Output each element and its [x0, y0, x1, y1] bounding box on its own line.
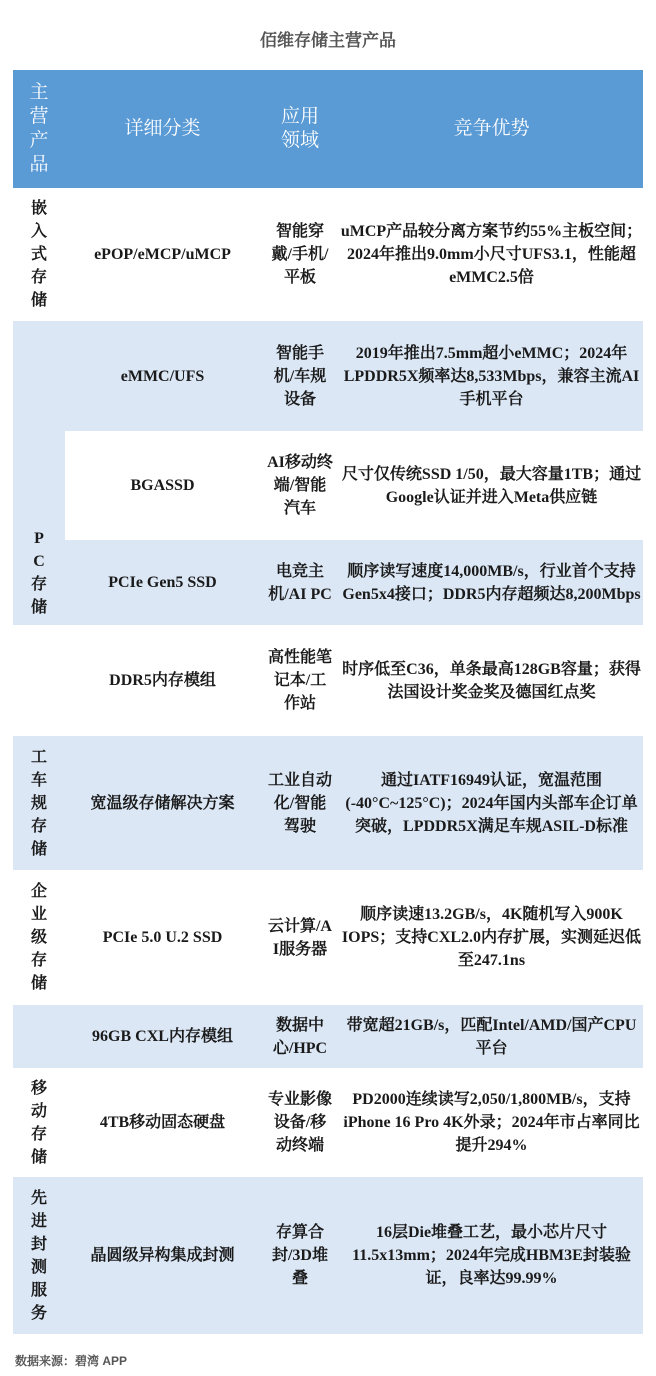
- table-row: [13, 188, 643, 321]
- detail-cell: DDR5内存模组: [65, 625, 260, 736]
- group-enterprise-continued: [13, 1005, 65, 1068]
- application-cell: 数据中心/HPC: [260, 1005, 340, 1068]
- advantage-cell: 尺寸仅传统SSD 1/50，最大容量1TB；通过Google认证并进入Meta供应链: [340, 431, 643, 540]
- header-advantage: 竞争优势: [340, 70, 643, 188]
- application-cell: 专业影像设备/移动终端: [260, 1068, 340, 1177]
- page-title: 佰维存储主营产品: [260, 31, 396, 50]
- group-pc: PC存储: [13, 321, 65, 625]
- advantage-cell: 顺序读写速度14,000MB/s，行业首个支持Gen5x4接口；DDR5内存超频达8,200Mbps: [340, 540, 643, 625]
- table-row: [13, 1068, 643, 1177]
- table-row: [13, 870, 643, 1005]
- application-cell: 电竞主机/AI PC: [260, 540, 340, 625]
- detail-cell: PCIe Gen5 SSD: [65, 540, 260, 625]
- header-application: 应用领域: [260, 70, 340, 188]
- table-row: [13, 1005, 643, 1068]
- table-row: [13, 1177, 643, 1334]
- detail-cell: 晶圆级异构集成封测: [65, 1177, 260, 1334]
- application-cell: 工业自动化/智能驾驶: [260, 736, 340, 870]
- products-table: [13, 70, 643, 1334]
- detail-cell: BGASSD: [65, 431, 260, 540]
- group-embedded: 嵌入式存储: [13, 188, 65, 321]
- data-source-footer: 数据来源：碧湾 APP: [15, 1354, 128, 1368]
- advantage-cell: 2019年推出7.5mm超小eMMC；2024年LPDDR5X频率达8,533Mbps，兼容主流AI手机平台: [340, 321, 643, 431]
- group-packaging: 先进封测服务: [13, 1177, 65, 1334]
- application-cell: 云计算/AI服务器: [260, 870, 340, 1005]
- detail-cell: PCIe 5.0 U.2 SSD: [65, 870, 260, 1005]
- group-enterprise: 企业级存储: [13, 870, 65, 1005]
- detail-cell: 宽温级存储解决方案: [65, 736, 260, 870]
- table-row: [13, 321, 643, 431]
- detail-cell: 4TB移动固态硬盘: [65, 1068, 260, 1177]
- table-row: [13, 431, 643, 540]
- table-row: [13, 540, 643, 625]
- group-mobile: 移动存储: [13, 1068, 65, 1177]
- group-automotive: 工车规存储: [13, 736, 65, 870]
- advantage-cell: 时序低至C36，单条最高128GB容量；获得法国设计奖金奖及德国红点奖: [340, 625, 643, 736]
- application-cell: 高性能笔记本/工作站: [260, 625, 340, 736]
- advantage-cell: 16层Die堆叠工艺，最小芯片尺寸11.5x13mm；2024年完成HBM3E封装验证，良率达99.99%: [340, 1177, 643, 1334]
- advantage-cell: 带宽超21GB/s，匹配Intel/AMD/国产CPU平台: [340, 1005, 643, 1068]
- application-cell: 智能手机/车规设备: [260, 321, 340, 431]
- application-cell: 存算合封/3D堆叠: [260, 1177, 340, 1334]
- header-detail: 详细分类: [65, 70, 260, 188]
- table-row: [13, 625, 643, 736]
- table-header-row: [13, 70, 643, 188]
- advantage-cell: 通过IATF16949认证，宽温范围(-40°C~125°C)；2024年国内头部车企订单突破，LPDDR5X满足车规ASIL-D标准: [340, 736, 643, 870]
- detail-cell: eMMC/UFS: [65, 321, 260, 431]
- group-pc-continued: [13, 625, 65, 736]
- advantage-cell: PD2000连续读写2,050/1,800MB/s，支持iPhone 16 Pro 4K外录；2024年市占率同比提升294%: [340, 1068, 643, 1177]
- table-row: [13, 736, 643, 870]
- advantage-cell: 顺序读速13.2GB/s，4K随机写入900K IOPS；支持CXL2.0内存扩展，实测延迟低至247.1ns: [340, 870, 643, 1005]
- application-cell: AI移动终端/智能汽车: [260, 431, 340, 540]
- detail-cell: ePOP/eMCP/uMCP: [65, 188, 260, 321]
- detail-cell: 96GB CXL内存模组: [65, 1005, 260, 1068]
- application-cell: 智能穿戴/手机/平板: [260, 188, 340, 321]
- advantage-cell: uMCP产品较分离方案节约55%主板空间；2024年推出9.0mm小尺寸UFS3.1，性能超eMMC2.5倍: [340, 188, 643, 321]
- header-main-product: 主营产品: [13, 70, 65, 188]
